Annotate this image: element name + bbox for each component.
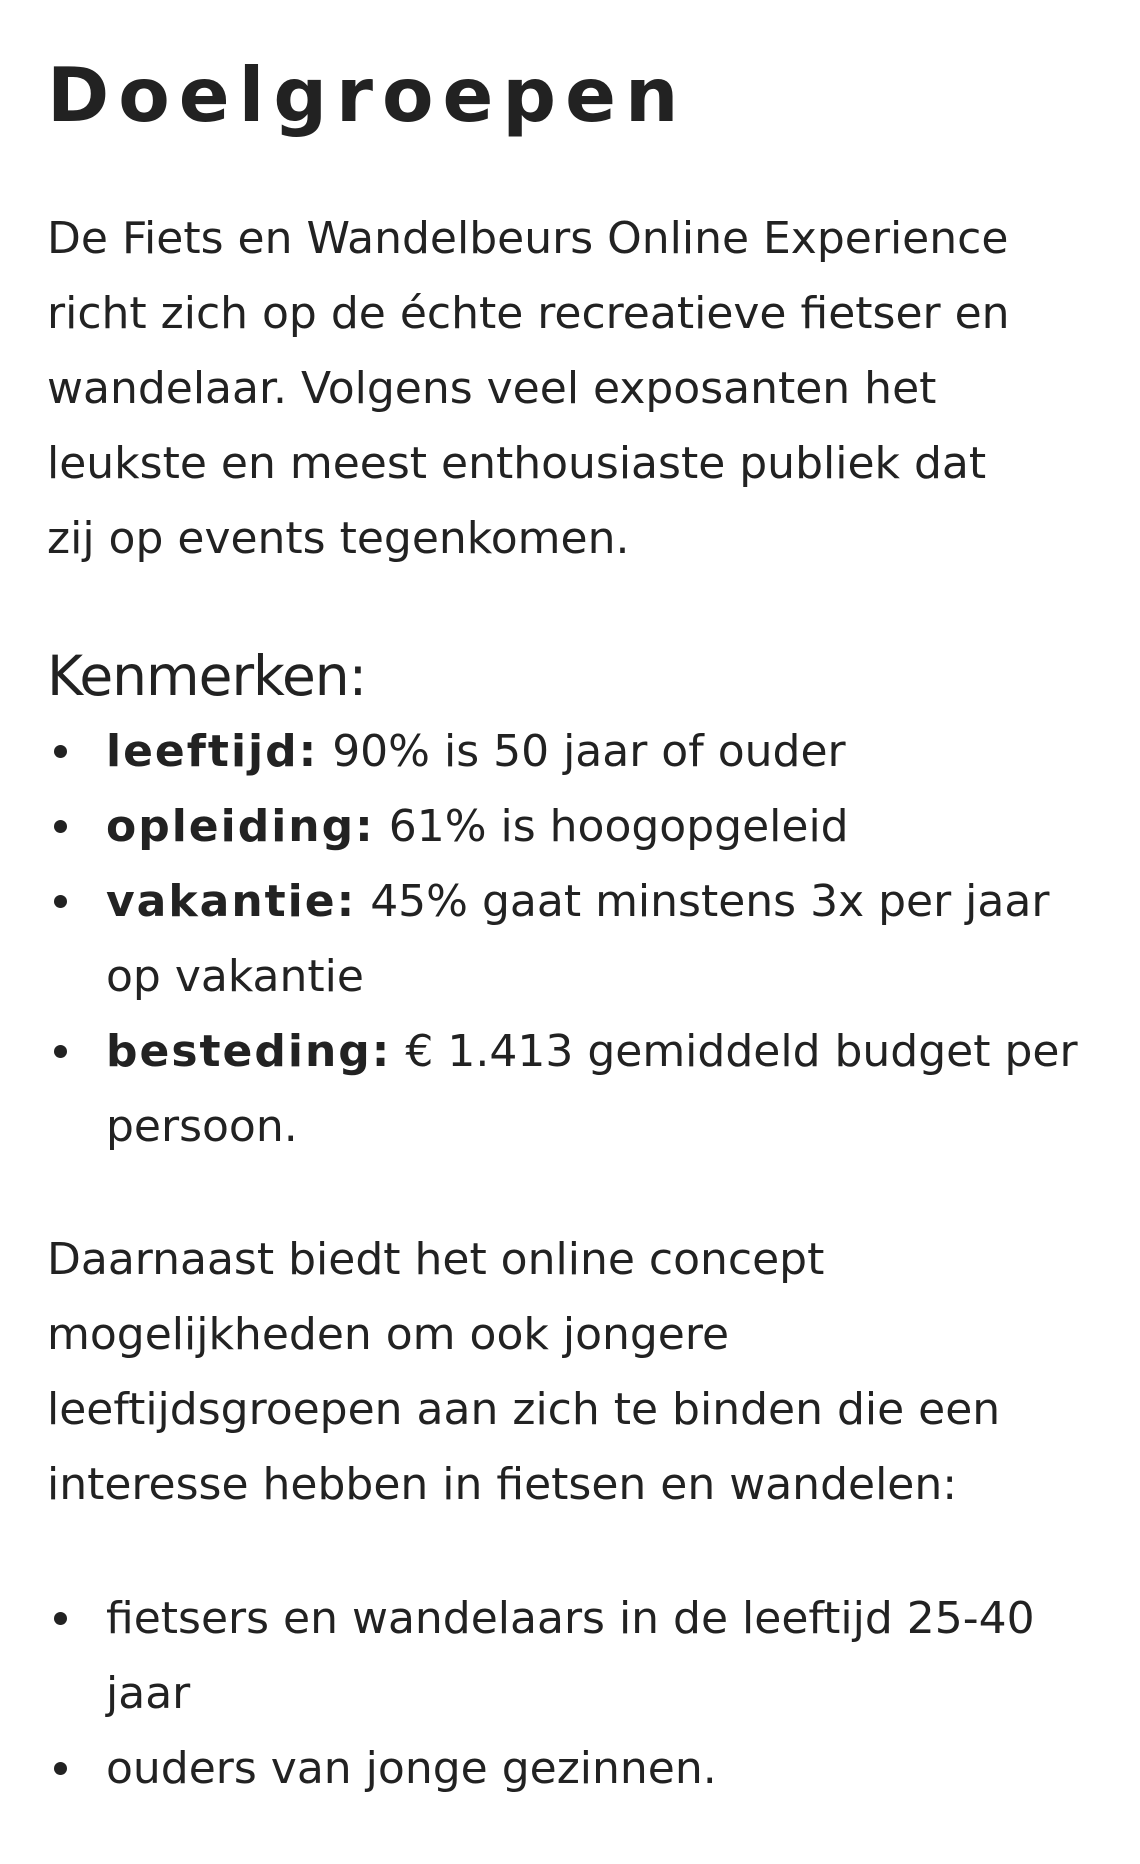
feature-value-continued: op vakantie [106,951,364,1002]
feature-value: 90% is 50 jaar of ouder [318,726,846,777]
list-item-line [106,864,1122,939]
feature-value: € 1.413 gemiddeld budget per [391,1026,1078,1077]
bullet-icon [54,1762,67,1775]
feature-value: 61% is hoogopgeleid [374,801,849,852]
list-item [47,1731,1122,1806]
bullet-icon [54,1612,67,1625]
bullet-icon [54,820,67,833]
feature-value: 45% gaat minstens 3x per jaar [356,876,1050,927]
group-line: ouders van jonge gezinnen. [106,1743,717,1794]
list-item [47,864,1122,1014]
list-item-line [106,789,1122,864]
bullet-icon [54,745,67,758]
features-list [47,714,1122,1164]
second-paragraph: Daarnaast biedt het online concept mogelijkheden om ook jongere leeftijdsgroepen aan zich te binden die een interesse hebben in fietsen en wandelen: [47,1234,1001,1510]
list-item-line [106,1014,1122,1089]
page-title: Doelgroepen [47,51,688,139]
feature-term: leeftijd: [106,726,319,777]
feature-term: vakantie: [106,876,357,927]
intro-paragraph: De Fiets en Wandelbeurs Online Experience richt zich op de échte recreatieve fietser en wandelaar. Volgens veel exposanten het leukste en meest enthousiaste publiek dat zij op events tegenkomen. [47,213,1010,564]
features-heading: Kenmerken: [47,644,367,708]
feature-term: besteding: [106,1026,392,1077]
feature-value-continued: persoon. [106,1101,298,1152]
list-item [47,1014,1122,1164]
bullet-icon [54,1045,67,1058]
list-item [47,714,1122,789]
feature-term: opleiding: [106,801,375,852]
list-item-line [106,714,1122,789]
bullet-icon [54,895,67,908]
list-item [47,1581,1122,1731]
group-line: fietsers en wandelaars in de leeftijd 25-40 [106,1593,1035,1644]
group-line-continued: jaar [106,1668,191,1719]
list-item [47,789,1122,864]
groups-list [47,1581,1122,1806]
